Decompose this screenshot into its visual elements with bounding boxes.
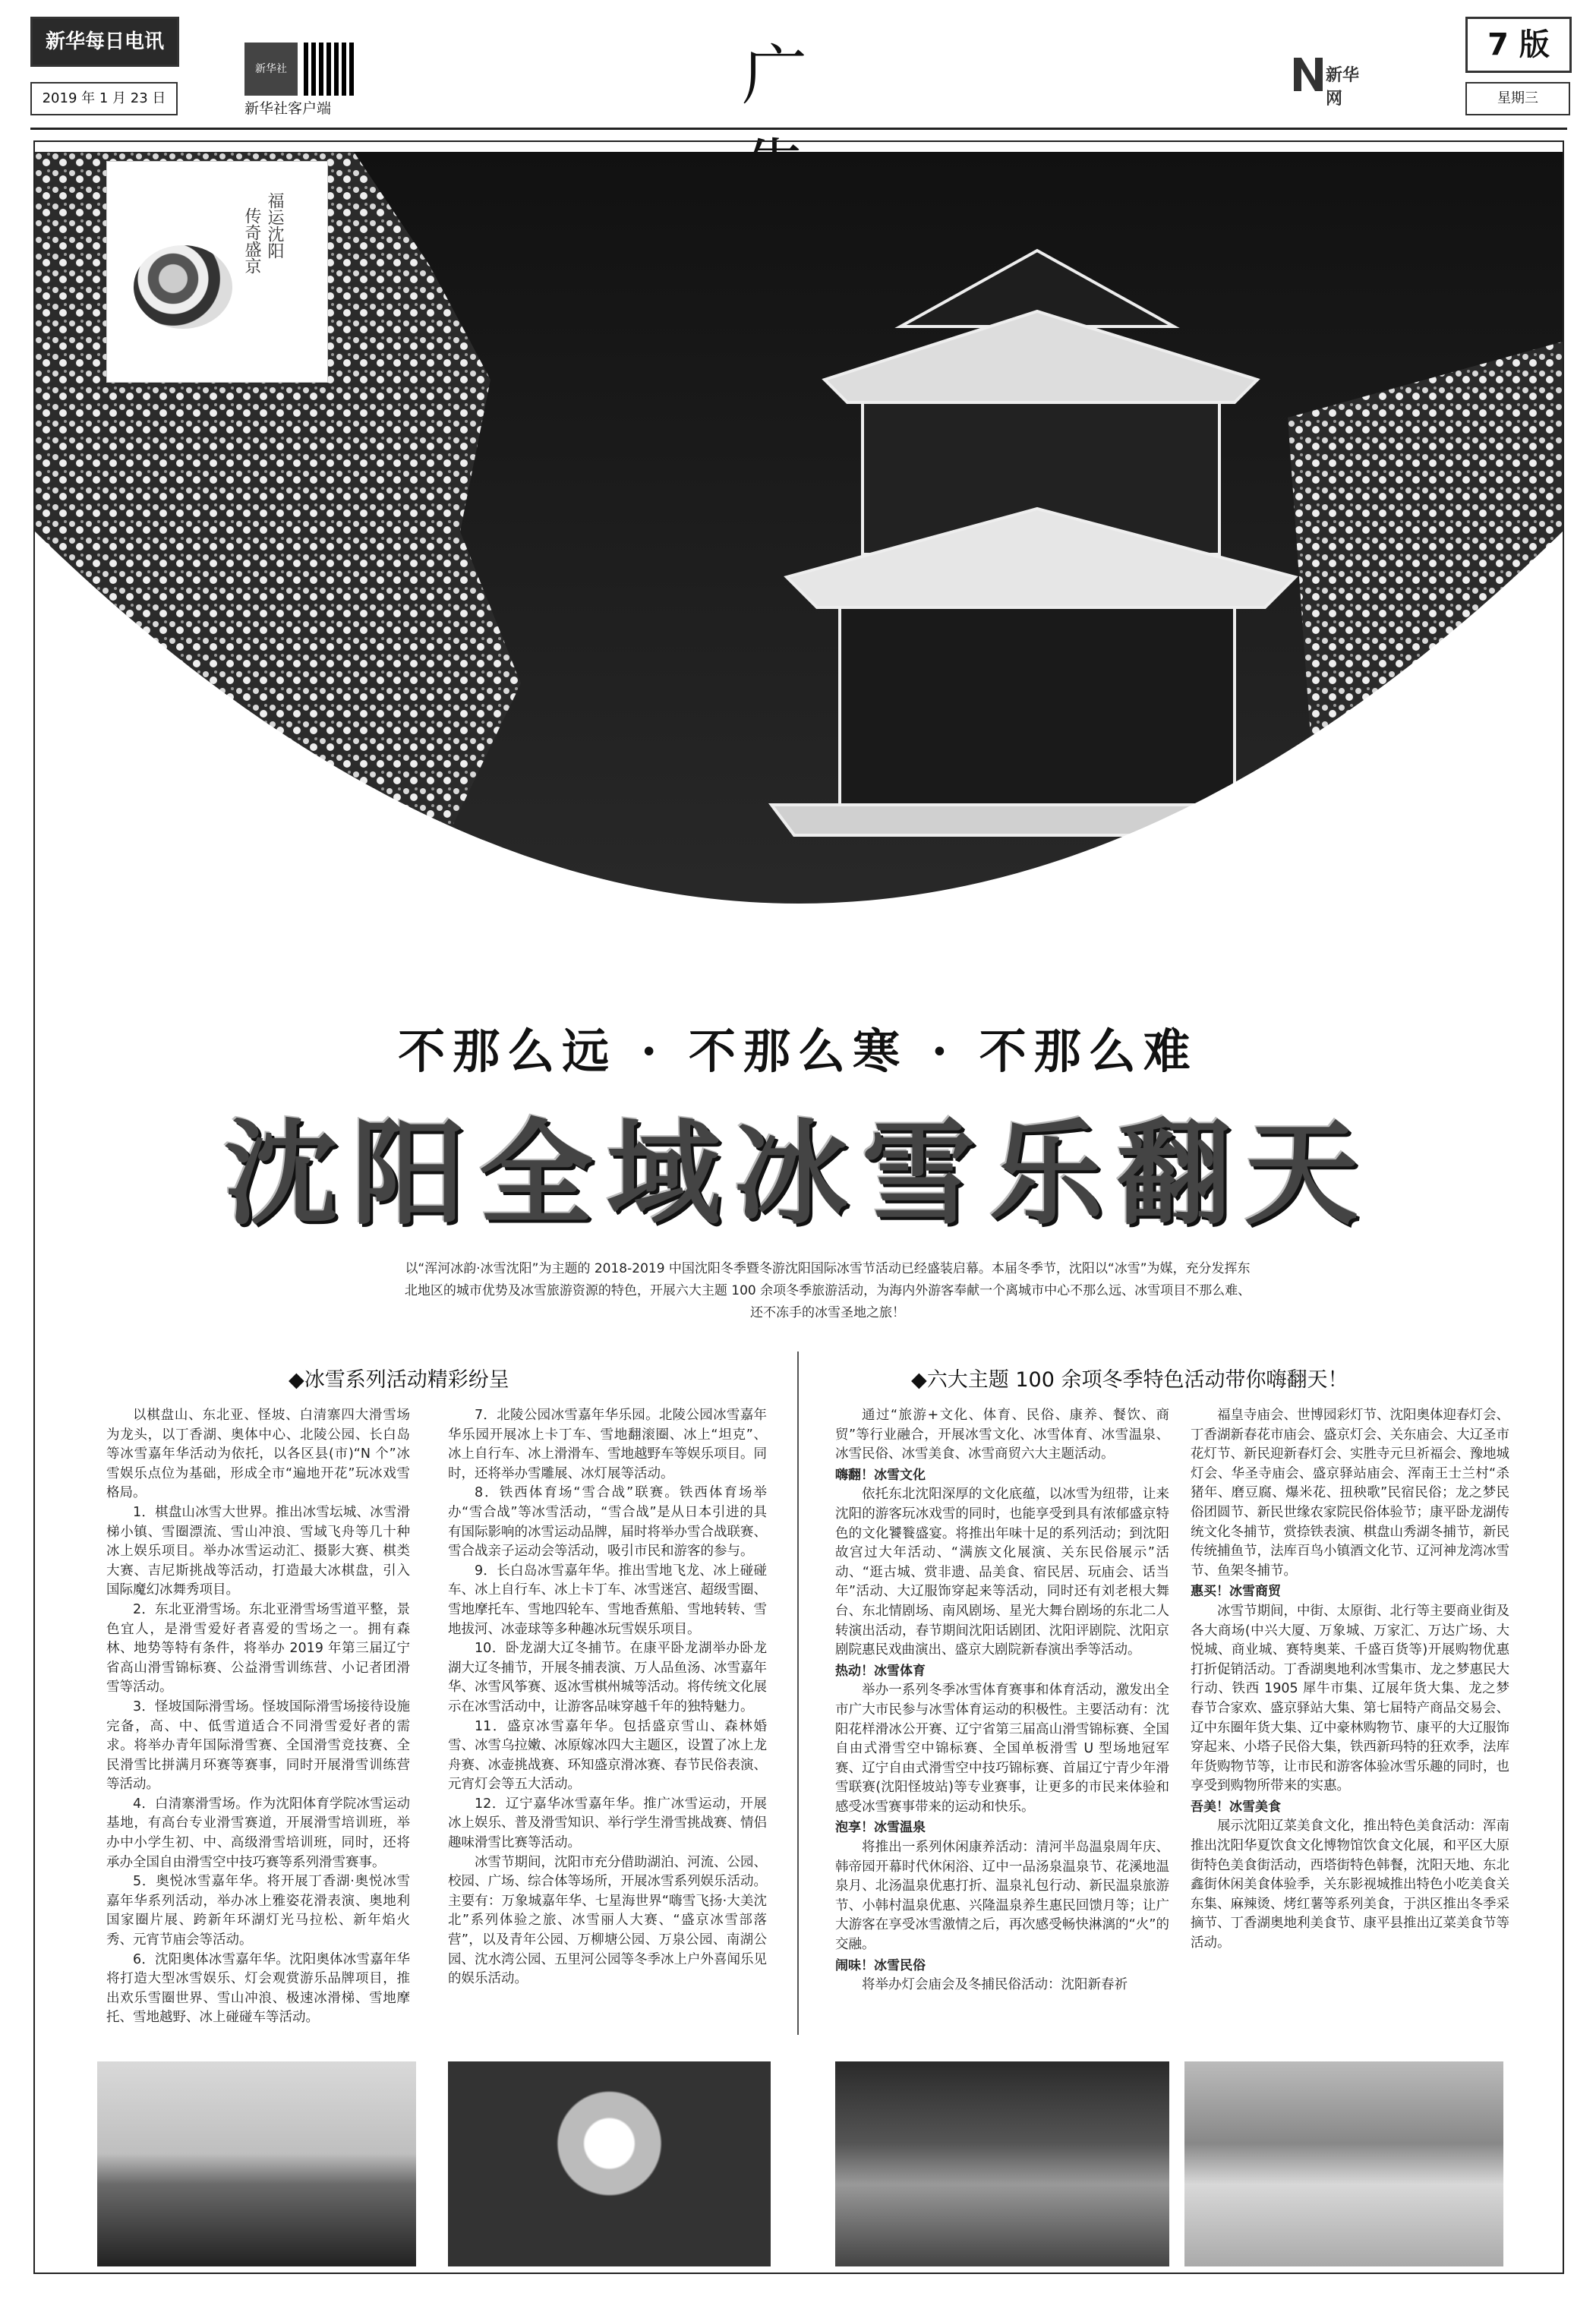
article-paragraph: 冰雪节期间，中街、太原街、北行等主要商业街及各大商场(中兴大厦、万象城、万家汇、万达广场、大悦城、商业城、赛特奥莱、千盛百货等)开展购物优惠打折促销活动。丁香湖奥地利冰雪集市、龙之梦惠民大行动、铁西 1905 犀牛市集、辽展年货大集、龙之梦春节合家欢、盛京驿站大集、第七届特产商品交易会、辽中东圈年货大集、辽中豪林购物节、康平的大辽服饰穿起来、小塔子民俗大集，铁西新玛特的狂欢季，法库年货购物节等，让市民和游客体验冰雪乐趣的同时，也享受到购物所带来的实惠。 xyxy=(1191,1603,1509,1794)
article-paragraph: 3．怪坡国际滑雪场。怪坡国际滑雪场接待设施完备，高、中、低雪道适合不同滑雪爱好者的需求。将举办青年国际滑雪赛、全国滑雪竞技赛、全民滑雪比拼满月环赛等赛事，同时开展滑雪训练营等活动。 xyxy=(106,1699,410,1793)
article-paragraph: 12．辽宁嘉华冰雪嘉年华。推广冰雪运动，开展冰上娱乐、普及滑雪知识、举行学生滑雪挑战赛、情侣趣味滑雪比赛等活动。 xyxy=(448,1796,767,1851)
article-paragraph: 将推出一系列休闲康养活动：清河半岛温泉周年庆、韩帝园开幕时代休闲浴、辽中一品汤泉温泉节、花溪地温泉月、北汤温泉优惠打折、温泉礼包行动、新民温泉旅游节、小韩村温泉优惠、兴隆温泉养生惠民回馈月等；让广大游客在享受冰雪激情之后，再次感受畅快淋漓的“火”的交融。 xyxy=(835,1840,1169,1953)
article-paragraph: 举办一系列冬季冰雪体育赛事和体育活动，激发出全市广大市民参与冰雪体育运动的积极性。主要活动有：沈阳花样滑冰公开赛、辽宁省第三届高山滑雪锦标赛、全国自由式滑雪空中锦标赛、全国单板滑雪 U 型场地冠军赛、辽宁自由式滑雪空中技巧锦标赛、首届辽宁青少年滑雪联赛(沈阳怪坡站)等专业赛事，让更多的市民来体验和感受冰雪赛事带来的运动和快乐。 xyxy=(835,1683,1169,1815)
xinhua-logo: 新华社 xyxy=(244,43,298,96)
xinhua-client-label: 新华社客户端 xyxy=(244,100,332,117)
article-paragraph: 以棋盘山、东北亚、怪坡、白清寨四大滑雪场为龙头，以丁香湖、奥体中心、北陵公园、长白岛等冰雪嘉年华活动为依托，以各区县(市)“N 个”冰雪娱乐点位为基础，形成全市“遍地开花”玩冰戏雪格局。 xyxy=(106,1408,410,1501)
article-paragraph: 1．棋盘山冰雪大世界。推出冰雪坛城、冰雪滑梯小镇、雪圈漂流、雪山冲浪、雪域飞舟等几十种冰上娱乐项目。举办冰雪运动汇、摄影大赛、棋类大赛、吉尼斯挑战等活动，打造最大冰棋盘，引入国际魔幻冰舞秀项目。 xyxy=(106,1504,410,1598)
logo-slogan-2: 传奇盛京 xyxy=(242,207,261,274)
article-paragraph: 通过“旅游+文化、体育、民俗、康养、餐饮、商贸”等行业融合，开展冰雪文化、冰雪体育、冰雪温泉、冰雪民俗、冰雪美食、冰雪商贸六大主题活动。 xyxy=(835,1408,1169,1462)
subsection-heading: 惠买！冰雪商贸 xyxy=(1191,1584,1281,1600)
subsection-heading: 热动！冰雪体育 xyxy=(835,1663,926,1679)
subsection-heading: 泡享！冰雪温泉 xyxy=(835,1820,926,1836)
article-paragraph: 7．北陵公园冰雪嘉年华乐园。北陵公园冰雪嘉年华乐园开展冰上卡丁车、雪地翻滚圈、冰上“坦克”、冰上自行车、冰上滑滑车、雪地越野车等娱乐项目。同时，还将举办雪雕展、冰灯展等活动。 xyxy=(448,1408,767,1481)
intro-paragraph: 以“浑河冰韵·冰雪沈阳”为主题的 2018-2019 中国沈阳冬季暨冬游沈阳国际冰雪节活动已经盛装启幕。本届冬季节，沈阳以“冰雪”为媒，充分发挥东北地区的城市优势及冰雪旅游资源的特色，开展六大主题 100 余项冬季旅游活动，为海内外游客奉献一个离城市中心不那么远、冰雪项目不那么难、还不冻手的冰雪圣地之旅！ xyxy=(404,1261,1251,1320)
logo-slogan-1: 福运沈阳 xyxy=(265,192,284,259)
left-column-2 xyxy=(448,1406,767,1989)
news-logo-text: 新华网 xyxy=(1326,66,1360,109)
issue-date: 2019 年 1 月 23 日 xyxy=(30,82,178,115)
hot-spring-photo xyxy=(835,2061,1169,2266)
article-paragraph: 10．卧龙湖大辽冬捕节。在康平卧龙湖举办卧龙湖大辽冬捕节，开展冬捕表演、万人品鱼汤、冰雪嘉年华、冰雪风筝赛、返冰雪棋州城等活动。将传统文化展示在冰雪活动中，让游客品味穿越千年的独特魅力。 xyxy=(448,1641,767,1714)
winter-fishing-photo xyxy=(1184,2061,1503,2266)
shenyang-tourism-logo xyxy=(106,161,328,383)
article-paragraph: 11．盛京冰雪嘉年华。包括盛京雪山、森林婚雪、冰雪乌拉嫩、冰原嫁冰四大主题区，设置了冰上龙舟赛、冰壶挑战赛、环知盛京滑冰赛、春节民俗表演、元宵灯会等五大活动。 xyxy=(448,1718,767,1793)
right-column-1 xyxy=(835,1406,1169,1995)
page-number: 7 版 xyxy=(1465,17,1572,73)
ice-lantern-night-photo xyxy=(448,2061,771,2266)
column-divider xyxy=(797,1352,799,2035)
right-section-title: ◆六大主题 100 余项冬季特色活动带你嗨翻天！ xyxy=(911,1368,1348,1392)
article-paragraph: 依托东北沈阳深厚的文化底蕴，以冰雪为纽带，让来沈阳的游客玩冰戏雪的同时，也能享受到具有浓郁盛京特色的文化饕餮盛宴。将推出年味十足的系列活动；到沈阳故宫过大年活动、“满族文化展演、关东民俗展示”活动、“逛古城、赏非遗、品美食、宿民居、玩庙会、话当年”活动、大辽服饰穿起来等活动，同时还有刘老根大舞台、东北情剧场、南风剧场、星光大舞台剧场的东北二人转演出活动，春节期间沈阳话剧团、沈阳评剧院、沈阳京剧院惠民戏曲演出、盛京大剧院新春演出季等活动。 xyxy=(835,1487,1169,1658)
article-paragraph: 5．奥悦冰雪嘉年华。将开展丁香湖·奥悦冰雪嘉年华系列活动，举办冰上雅姿花滑表演、奥地利国家圈片展、跨新年环湖灯光马拉松、新年焰火秀、元宵节庙会等活动。 xyxy=(106,1874,410,1948)
main-headline: 沈阳全域冰雪乐翻天 xyxy=(223,1109,1372,1241)
weekday: 星期三 xyxy=(1465,82,1570,115)
article-paragraph: 8．铁西体育场“雪合战”联赛。铁西体育场举办“雪合战”等冰雪活动，“雪合战”是从日本引进的具有国际影响的冰雪运动品牌，届时将举办雪合战联赛、雪合战亲子运动会等活动，吸引市民和游客的参与。 xyxy=(448,1485,767,1560)
cloud-swirl-icon xyxy=(134,245,232,329)
article-paragraph: 9．长白岛冰雪嘉年华。推出雪地飞龙、冰上碰碰车、冰上自行车、冰上卡丁车、冰雪迷宫、超级雪圈、雪地摩托车、雪地四轮车、雪地香蕉船、雪地转转、雪地拔河、冰壶球等多种趣冰玩雪娱乐项目。 xyxy=(448,1563,767,1637)
section-title: 广 xyxy=(742,38,853,114)
article-paragraph: 福皇寺庙会、世博园彩灯节、沈阳奥体迎春灯会、丁香湖新春花市庙会、盛京灯会、关东庙会、大辽圣市花灯节、新民迎新春灯会、实胜寺元旦祈福会、豫地城灯会、华圣寺庙会、盛京驿站庙会、浑南王士兰村“杀猪年、磨豆腐、爆米花、扭秧歌”民宿民俗；龙之梦民俗团圆节、新民世缘农家院民俗体验节；康平卧龙湖传统文化冬捕节，赏捺铁表演、棋盘山秀湖冬捕节，新民传统捕鱼节，法库百鸟小镇酒文化节、辽河神龙湾冰雪节、鱼架冬捕节。 xyxy=(1191,1408,1509,1579)
subsection-heading: 闹味！冰雪民俗 xyxy=(835,1957,926,1973)
right-column-2 xyxy=(1191,1406,1509,1954)
xinhua-news-logo xyxy=(1291,52,1374,109)
article-paragraph: 展示沈阳辽菜美食文化，推出特色美食活动：浑南推出沈阳华夏饮食文化博物馆饮食文化展，和平区大原街特色美食街活动，西塔街特色韩餐，沈阳天地、东北鑫街休闲美食体验季，关东影视城推出特色小吃美食关东集、麻辣烫、烤红薯等系列美食，于洪区推出冬季采摘节、丁香湖奥地利美食节、康平县推出辽菜美食节等活动。 xyxy=(1191,1818,1509,1951)
article-paragraph: 冰雪节期间，沈阳市充分借助湖泊、河流、公园、校园、广场、综合体等场所，开展冰雪系列娱乐活动。主要有：万象城嘉年华、七星海世界“嗨雪飞扬·大美沈北”系列体验之旅、冰雪丽人大赛、“盛京冰雪部落营”，以及青年公园、万柳塘公园、万泉公园、南湖公园、沈水湾公园、五里河公园等冬季冰上户外喜闻乐见的娱乐活动。 xyxy=(448,1854,767,1987)
paper-name: 新华每日电讯 xyxy=(33,19,177,65)
article-paragraph: 2．东北亚滑雪场。东北亚滑雪场雪道平整，景色宜人，是滑雪爱好者喜爱的雪场之一。拥有森林、地势等特有条件，将举办 2019 年第三届辽宁省高山滑雪锦标赛、公益滑雪训练营、小记者团滑雪等活动。 xyxy=(106,1601,410,1695)
header-rule xyxy=(30,128,1567,130)
subsection-heading: 吾美！冰雪美食 xyxy=(1191,1799,1281,1815)
article-paragraph: 将举办灯会庙会及冬捕民俗活动：沈阳新春祈 xyxy=(862,1977,1128,1993)
left-column-1 xyxy=(106,1406,410,2028)
subsection-heading: 嗨翻！冰雪文化 xyxy=(835,1467,926,1483)
article-paragraph: 6．沈阳奥体冰雪嘉年华。沈阳奥体冰雪嘉年华将打造大型冰雪娱乐、灯会观赏游乐品牌项目，推出欢乐雪圈世界、雪山冲浪、极速冰滑梯、雪地摩托、雪地越野、冰上碰碰车等活动。 xyxy=(106,1951,410,2026)
qr-code-icon xyxy=(304,43,357,96)
article-paragraph: 4．白清寨滑雪场。作为沈阳体育学院冰雪运动基地，有高台专业滑雪赛道，开展滑雪培训班，举办中小学生初、中、高级滑雪培训班，同时，还将承办全国自由滑雪空中技巧赛等系列滑雪赛事。 xyxy=(106,1796,410,1870)
sub-headline: 不那么远 · 不那么寒 · 不那么难 xyxy=(398,1024,1198,1079)
left-section-title: ◆冰雪系列活动精彩纷呈 xyxy=(289,1368,509,1392)
paper-name-box xyxy=(30,17,179,67)
ski-lift-crowd-photo xyxy=(97,2061,416,2266)
